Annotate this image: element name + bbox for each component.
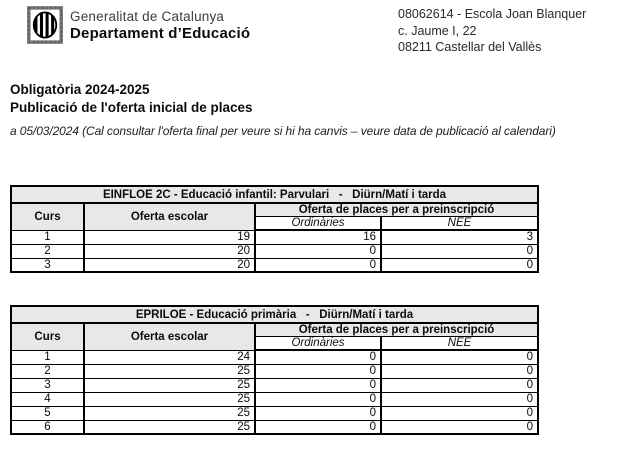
table1-header-oferta-escolar: Oferta escolar <box>84 203 255 230</box>
table-row <box>11 230 538 244</box>
table1-header-curs: Curs <box>11 203 84 230</box>
school-code-and-name: 08062614 - Escola Joan Blanquer <box>398 7 587 21</box>
table2-row2-oferta: 25 <box>84 364 255 378</box>
table-row <box>11 406 538 420</box>
table2-row4-curs: 4 <box>11 392 84 406</box>
table1-header-ordinaries: Ordinàries <box>255 217 381 231</box>
table-row <box>11 364 538 378</box>
table2-header-nee: NEE <box>381 337 538 351</box>
table-row <box>11 420 538 434</box>
table2-row4-oferta: 25 <box>84 392 255 406</box>
table1-row3-curs: 3 <box>11 258 84 272</box>
table2-row3-nee: 0 <box>381 378 538 392</box>
table-row <box>11 244 538 258</box>
table1-row2-oferta: 20 <box>84 244 255 258</box>
table1-row1-nee: 3 <box>381 230 538 244</box>
table1-row2-curs: 2 <box>11 244 84 258</box>
school-street: c. Jaume I, 22 <box>398 23 477 38</box>
table2-row6-nee: 0 <box>381 420 538 434</box>
table2-row4-ordinaries: 0 <box>255 392 381 406</box>
table2-row5-ordinaries: 0 <box>255 406 381 420</box>
table-educacio-infantil <box>10 185 539 273</box>
table2-row2-nee: 0 <box>381 364 538 378</box>
generalitat-coat-of-arms-icon <box>27 5 63 45</box>
table1-title: EINFLOE 2C - Educació infantil: Parvulari - Diürn/Matí i tarda <box>11 186 538 203</box>
table-row <box>11 392 538 406</box>
school-address-block <box>398 6 586 56</box>
table2-row3-curs: 3 <box>11 378 84 392</box>
table2-row6-curs: 6 <box>11 420 84 434</box>
table1-row1-curs: 1 <box>11 230 84 244</box>
table2-row2-ordinaries: 0 <box>255 364 381 378</box>
education-stage-title: Obligatòria 2024-2025 <box>10 82 150 97</box>
table1-row3-ordinaries: 0 <box>255 258 381 272</box>
table-row <box>11 258 538 272</box>
organization-name <box>70 5 250 42</box>
publication-title: Publicació de l'oferta inicial de places <box>10 100 253 115</box>
table2-row5-curs: 5 <box>11 406 84 420</box>
table2-row3-ordinaries: 0 <box>255 378 381 392</box>
table1-header-preinscripcio-group: Oferta de places per a preinscripció <box>255 203 538 217</box>
table2-row3-oferta: 25 <box>84 378 255 392</box>
table2-row2-curs: 2 <box>11 364 84 378</box>
school-city: 08211 Castellar del Vallès <box>398 40 542 54</box>
table2-row5-oferta: 25 <box>84 406 255 420</box>
document-titles <box>10 81 556 138</box>
table1-row1-ordinaries: 16 <box>255 230 381 244</box>
table-educacio-primaria <box>10 305 539 435</box>
table1-row1-oferta: 19 <box>84 230 255 244</box>
table2-row1-ordinaries: 0 <box>255 350 381 364</box>
table2-header-ordinaries: Ordinàries <box>255 337 381 351</box>
table1-header-nee: NEE <box>381 217 538 231</box>
table2-header-preinscripcio-group: Oferta de places per a preinscripció <box>255 323 538 337</box>
table2-row6-ordinaries: 0 <box>255 420 381 434</box>
table1-row2-nee: 0 <box>381 244 538 258</box>
table1-row3-oferta: 20 <box>84 258 255 272</box>
table2-row1-curs: 1 <box>11 350 84 364</box>
table2-row1-oferta: 24 <box>84 350 255 364</box>
table2-row1-nee: 0 <box>381 350 538 364</box>
table1-row2-ordinaries: 0 <box>255 244 381 258</box>
table2-header-curs: Curs <box>11 323 84 350</box>
table-row <box>11 378 538 392</box>
table2-title: EPRILOE - Educació primària - Diürn/Matí i tarda <box>11 306 538 323</box>
org-name-line1: Generalitat de Catalunya <box>70 9 225 24</box>
letterhead <box>27 5 250 45</box>
table2-row5-nee: 0 <box>381 406 538 420</box>
org-name-line2: Departament d’Educació <box>70 25 251 42</box>
table2-header-oferta-escolar: Oferta escolar <box>84 323 255 350</box>
publication-date-note: a 05/03/2024 (Cal consultar l'oferta final per veure si hi ha canvis – veure data de publicació al calendari) <box>10 124 556 138</box>
table2-row6-oferta: 25 <box>84 420 255 434</box>
table1-row3-nee: 0 <box>381 258 538 272</box>
table2-row4-nee: 0 <box>381 392 538 406</box>
table-row <box>11 350 538 364</box>
